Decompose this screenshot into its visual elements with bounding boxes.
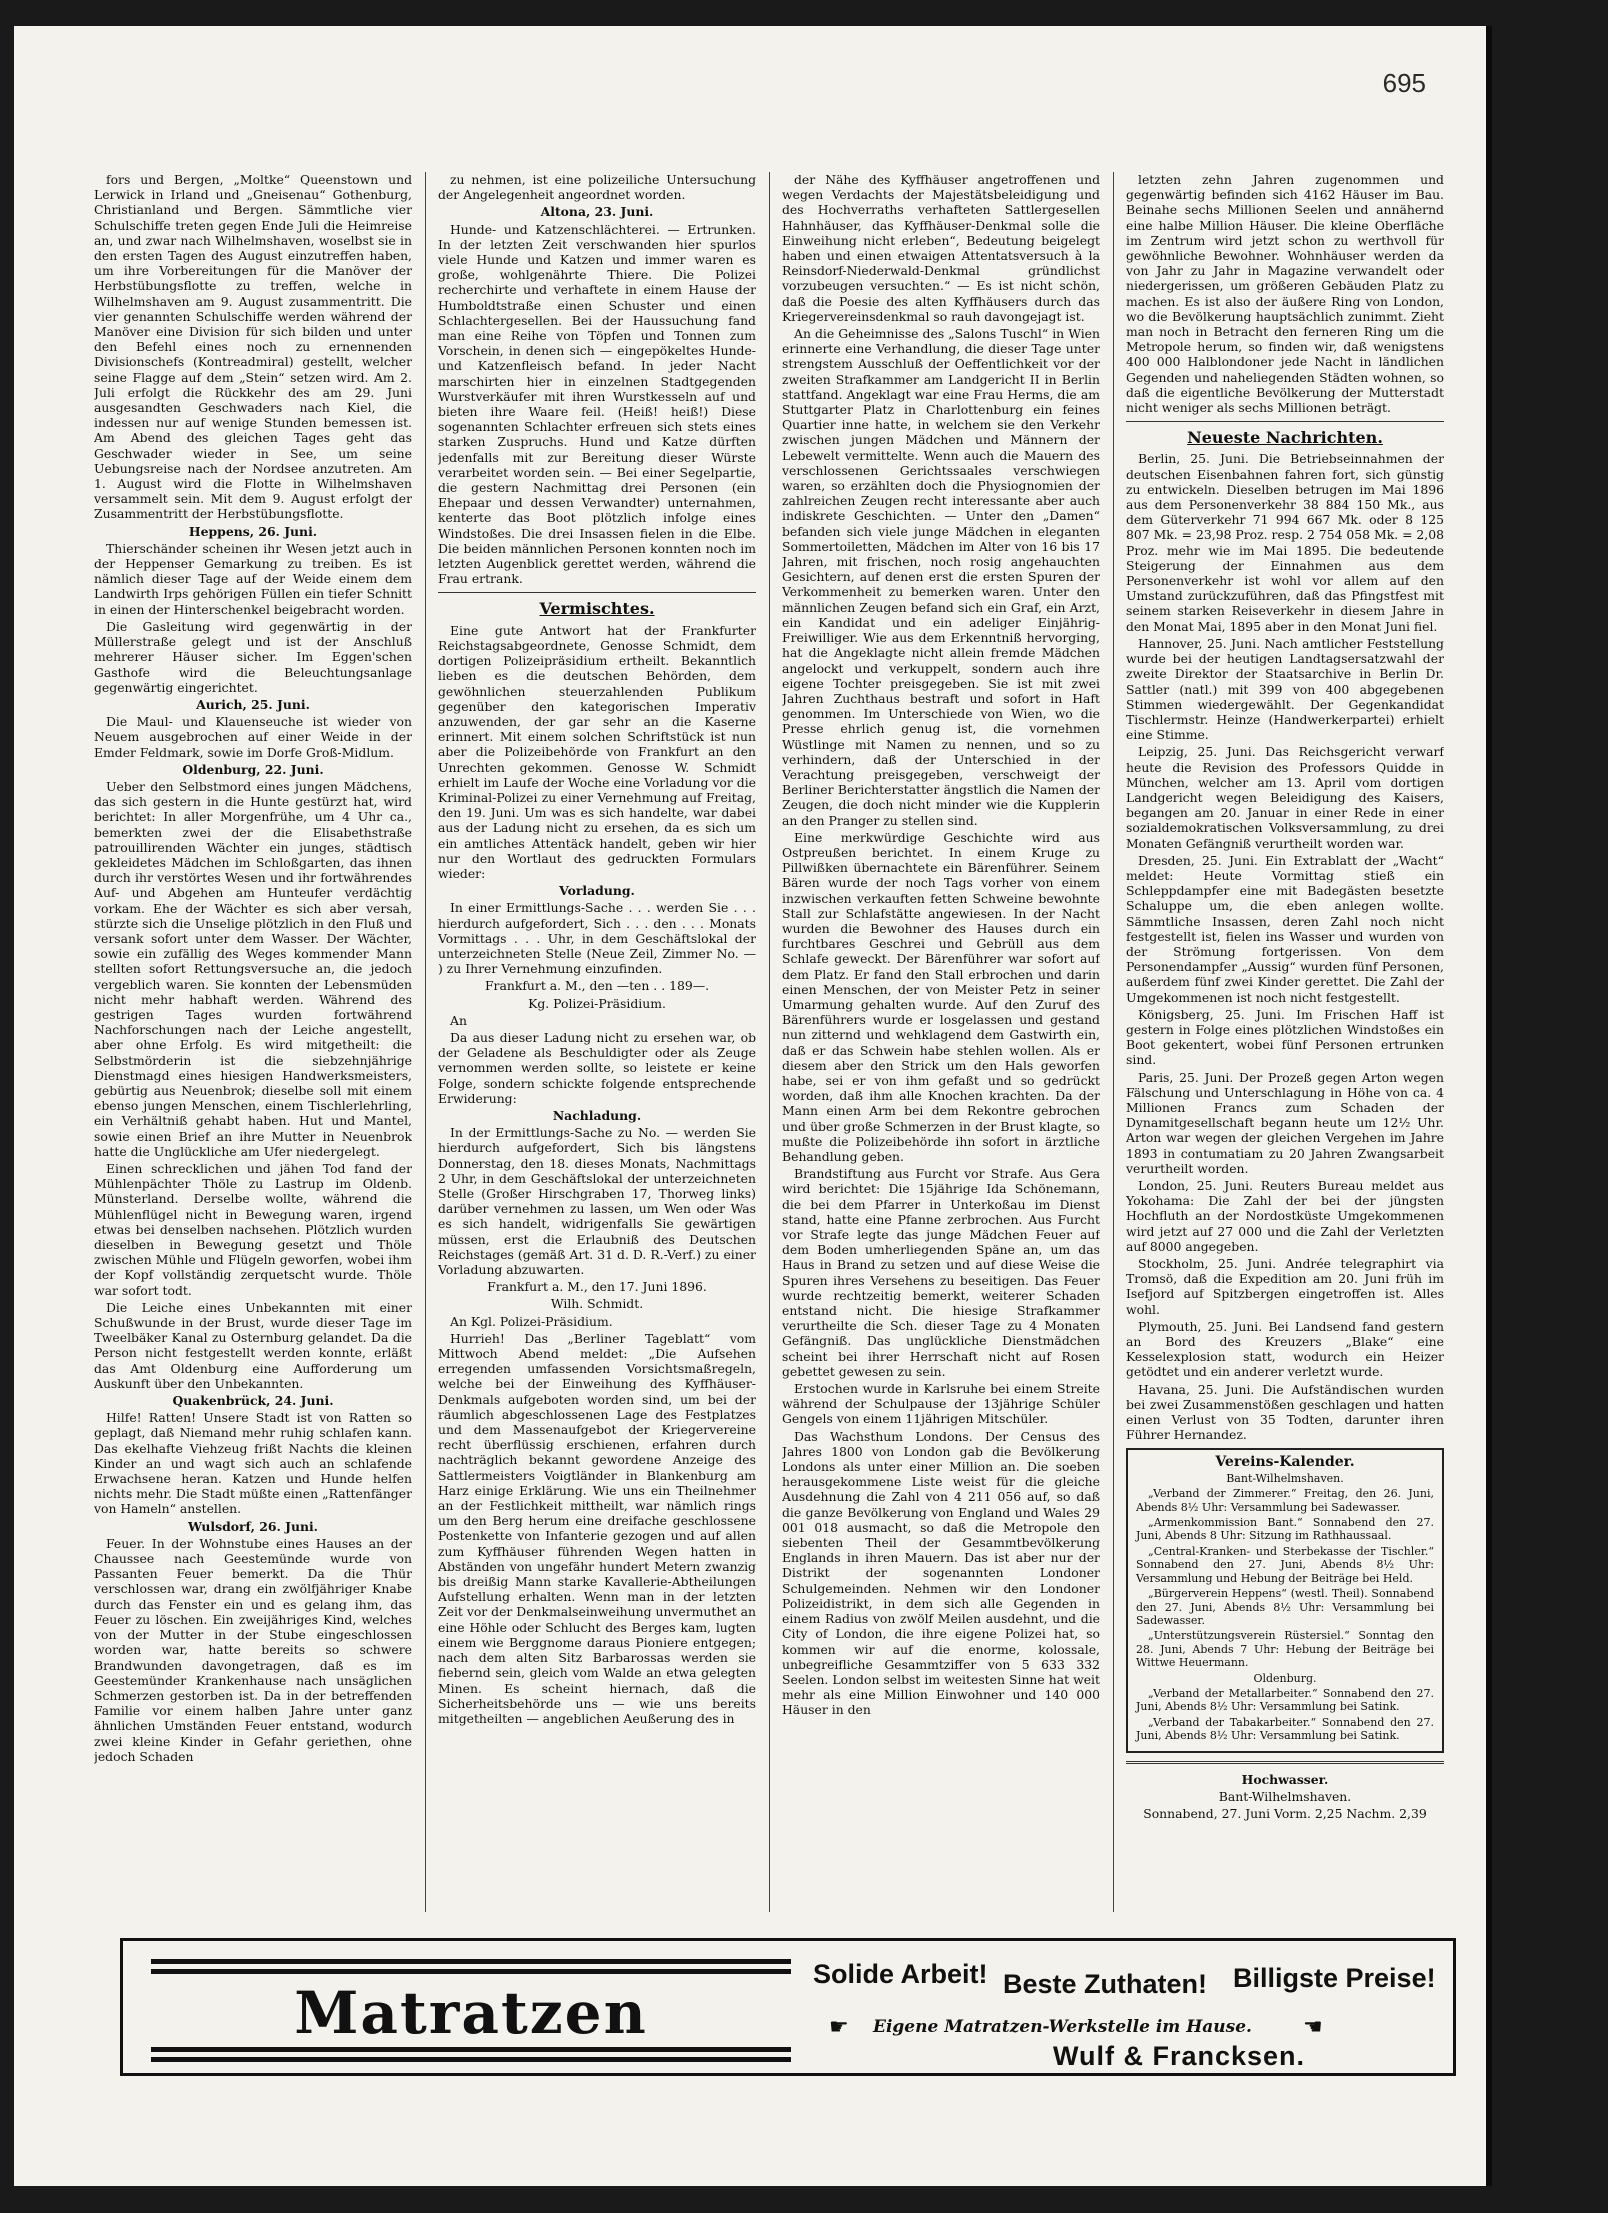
article-columns	[94, 172, 1454, 1912]
form-title: Nachladung.	[552, 1107, 642, 1123]
ad-slogan: Billigste Preise!	[1233, 1963, 1436, 1993]
newspaper-page	[14, 26, 1492, 2186]
ad-rule	[151, 2047, 791, 2052]
article-text: letzten zehn Jahren zugenommen und gegenwärtig befinden sich 4162 Häuser im Bau. Beinahe sechs Millionen Seelen und annähernd eine halbe Million Häuser. Die kleine Oberfläche im Zentrum wird jetzt schon zu werthvoll für gewöhnliche Bewohner. Wohnhäuser werden da von Jahr zu Jahr in Magazine verwandelt oder niedergerissen, um größeren Gebäuden Platz zu machen. Es ist also der äußere Ring von London, wo die Bevölkerung hauptsächlich zunimmt. Zieht man noch in Betracht den ferneren Ring um die Metropole herum, so finden wir, daß wenigstens 400 000 Halblondoner jede Nacht in ländlichen Gegenden und naheliegenden Städten wohnen, so daß die eigentliche Bevölkerung der Mutterstadt nicht weniger als sechs Millionen beträgt.	[1126, 172, 1444, 416]
page-number: 695	[1382, 68, 1426, 98]
tide-place: Bant-Wilhelmshaven.	[1218, 1788, 1352, 1804]
article-text: Die Maul- und Klauenseuche ist wieder von Neuem ausgebrochen auf einer Weide in der Emder Feldmark, sowie im Dorfe Groß-Midlum.	[94, 714, 412, 760]
tide-times: Sonnabend, 27. Juni Vorm. 2,25 Nachm. 2,39	[1143, 1805, 1427, 1821]
article-text: Das Wachsthum Londons. Der Census des Jahres 1800 von London gab die Bevölkerung Londons als unter einer Million an. Die soeben herausgekommene Liste weist für die gleiche Ausdehnung die Zahl von 4 211 056 auf, so daß die ganze Bevölkerung von England und Wales 29 001 018 ausmacht, so daß die Metropole den siebenten Theil der Gesammtbevölkerung Englands in ihren Mauern. Das ist aber nur der Distrikt der sogenannten Londoner Schulgemeinden. Nehmen wir den Londoner Polizeidistrikt, in dem sich alle Gegenden in einem Radius von zwölf Meilen ausdehnt, und die City of London, die ihre eigene Polizei hat, so kommen wir auf die enorme, kolossale, unbegreifliche Gesammtziffer von 5 633 332 Seelen. London selbst im weitesten Sinne hat weit mehr als eine Million Einwohner und 140 000 Häuser in den	[782, 1428, 1100, 1718]
article-text: Einen schrecklichen und jähen Tod fand der Mühlenpächter Thöle zu Lastrup im Oldenb. Münsterland. Derselbe wollte, während die Mühlenflügel nicht in Bewegung waren, irgend etwas bei denselben nachsehen. Plötzlich wurden dieselben in Bewegung gesetzt und Thöle zwischen Mühle und Flügeln geworfen, wobei ihm der Kopf vollständig zerquetscht wurde. Thöle war sofort todt.	[94, 1161, 412, 1298]
mattress-advertisement	[120, 1938, 1456, 2076]
article-text: Hurrieh! Das „Berliner Tageblatt“ vom Mittwoch Abend meldet: „Die Aufsehen erregenden umfassenden Vorsichtsmaßregeln, welche bei der Einweihung des Kyffhäuser-Denkmals aufgeboten worden sind, um bei der räumlich abgeschlossenen Lage des Festplatzes und dem Massenaufgebot der Kriegervereine recht überflüssig erschienen, erfahren durch nachträglich bekannt gewordene Anzeige des Sattlermeisters Voigtländer in Blankenburg am Harz einige Erklärung. Wie uns ein Theilnehmer an der Festlichkeit mittheilt, war nämlich rings um den Berg herum eine dreifache geschlossene Postenkette von Infanterie gezogen und auf allen zum Kyffhäuser führenden Wegen hatten in Abständen von ungefähr hundert Metern zwanzig bis dreißig Mann starke Kavallerie-Abtheilungen Aufstellung erhalten. Wenn man in der letzten Zeit vor der Denkmalseinweihung unvermuthet an eine Höhle oder Schlucht des Berges kam, lugten einem wie Berggnome daraus Pioniere entgegen; nach dem alten Sitz Barbarossas werden sie fiebernd sein, gleich vom Walde an etwa gelegten Minen. Es scheint hiernach, daß die Sicherheitsbehörde uns — wie uns bereits mitgetheilten — angeblichen Aeußerung des in	[438, 1330, 756, 1726]
ad-rule	[151, 2057, 791, 2062]
ad-rule	[151, 1959, 791, 1964]
calendar-place: Oldenburg.	[1253, 1671, 1317, 1685]
form-signature: Wilh. Schmidt.	[550, 1296, 644, 1312]
divider	[1126, 421, 1444, 422]
article-text: Die Leiche eines Unbekannten mit einer Schußwunde in der Brust, wurde dieser Tage im Tweelbäker Kanal zu Osternburg gelandet. Da die Person nicht festgestellt werden konnte, erläßt das Amt Oldenburg eine Aufforderung um Auskunft über den Unbekannten.	[94, 1299, 412, 1391]
article-text: Thierschänder scheinen ihr Wesen jetzt auch in der Heppenser Gemarkung zu treiben. Es ist nämlich dieser Tage auf der Weide einem dem Landwirth Irps gehörigen Füllen ein tiefer Schnitt in einen der Hinterschenkel beigebracht worden.	[94, 540, 412, 617]
ad-rule	[151, 1969, 791, 1974]
section-heading: Neueste Nachrichten.	[1187, 428, 1383, 448]
form-signature: Kg. Polizei-Präsidium.	[528, 995, 666, 1011]
form-text: In einer Ermittlungs-Sache . . . werden Sie . . . hierdurch aufgefordert, Sich . . . den . . . Monats Vormittags . . . Uhr, in dem Geschäftslokal der unterzeichneten Stelle (Neue Zeil, Zimmer No. — ) zu Ihrer Vernehmung einzufinden.	[438, 900, 756, 977]
news-item: Königsberg, 25. Juni. Im Frischen Haff ist gestern in Folge eines plötzlichen Windstoßes ein Boot gekentert, wobei fünf Personen ertrunken sind.	[1126, 1006, 1444, 1068]
calendar-entry: „Verband der Tabakarbeiter.“ Sonnabend den 27. Juni, Abends 8½ Uhr: Versammlung bei Satink.	[1136, 1715, 1434, 1743]
article-text: Ueber den Selbstmord eines jungen Mädchens, das sich gestern in die Hunte gestürzt hat, wird berichtet: In aller Morgenfrühe, um 4 Uhr ca., bemerkten zwei der die Elisabethstraße patrouillirenden Wächter ein junges, städtisch gekleidetes Mädchen im Schloßgarten, das ihnen durch ihr verstörtes Wesen und ihr fortwährendes Auf- und Abgehen am Hunteufer verdächtig vorkam. Ehe der Wächter es sich aber versah, stürzte sich die Unselige plötzlich in den Fluß und versank sofort unter dem Wasser. Der Wächter, sowie ein zufällig des Weges kommender Mann stellten sofort Rettungsversuche an, die jedoch vergeblich waren. Sie konnten der Lebensmüden nicht mehr habhaft werden. Während des gestrigen Tages wurden fortwährend Nachforschungen nach der Leiche angestellt, aber ohne Erfolg. Es wird mitgetheilt: die Selbstmörderin ist die siebzehnjährige Dienstmagd eines hiesigen Handwerksmeisters, gebürtig aus Neuenbrok; dieselbe soll mit einem ebenso jungen Menschen, einem Tischlerlehrling, ein Verhältniß gehabt haben. Hut und Mantel, sowie einen Brief an ihre Mutter in Neuenbrok hatte die Unglückliche am Ufer niedergelegt.	[94, 778, 412, 1159]
column-3	[782, 172, 1100, 1912]
news-item: London, 25. Juni. Reuters Bureau meldet aus Yokohama: Die Zahl der bei der jüngsten Hochfluth an der Nordostküste Umgekommenen wird jetzt auf 27 000 und die Zahl der Verletzten auf 8000 angegeben.	[1126, 1178, 1444, 1254]
calendar-place: Bant-Wilhelmshaven.	[1226, 1471, 1344, 1485]
dateline: Aurich, 25. Juni.	[196, 696, 310, 712]
ad-slogan: Solide Arbeit!	[813, 1959, 988, 1989]
column-4	[1126, 172, 1444, 1912]
section-heading: Vermischtes.	[539, 599, 655, 619]
club-calendar	[1126, 1448, 1444, 1752]
column-rule	[1113, 172, 1114, 1912]
article-text: Die Gasleitung wird gegenwärtig in der Müllerstraße gelegt und ist der Anschluß mehrerer Häuser sicher. Im Eggen'schen Gasthofe wird die Beleuchtungsanlage gegenwärtig eingerichtet.	[94, 618, 412, 695]
news-item: Berlin, 25. Juni. Die Betriebseinnahmen der deutschen Eisenbahnen fahren fort, sich günstig zu entwickeln. Dieselben betrugen im Mai 1896 aus dem Personenverkehr 38 884 150 Mk., aus dem Güterverkehr 71 994 667 Mk. oder 8 125 807 Mk. = 23,98 Proz. resp. 2 754 058 Mk. = 2,08 Proz. mehr wie im Mai 1895. Die bedeutende Steigerung der Einnahmen aus dem Personenverkehr ist wohl vor allem auf den Umstand zurückzuführen, daß das Pfingstfest mit seinem starken Reiseverkehr in diesem Jahre in den Monat Mai, 1895 aber in den Monat Juni fiel.	[1126, 451, 1444, 634]
article-text: der Nähe des Kyffhäuser angetroffenen und wegen Verdachts der Majestätsbeleidigung und des Hochverraths verhafteten Sattlergesellen Hahnhäuser, das Kyffhäuser-Denkmal solle die Einweihung nicht erleben“, Bedeutung beigelegt haben und einen etwaigen Attentatsversuch à la Reinsdorf-Niederwald-Denkmal gründlichst vorzubeugen versuchten.“ — Es ist nicht schön, daß die Poesie des alten Kyffhäusers durch das Kriegervereinsdenkmal so rauh davongejagt ist.	[782, 172, 1100, 324]
column-2	[438, 172, 756, 1912]
news-item: Paris, 25. Juni. Der Prozeß gegen Arton wegen Fälschung und Unterschlagung in Höhe von ca. 4 Millionen Francs zum Schaden der Dynamitgesellschaft begann heute um 12½ Uhr. Arton war wegen der gleichen Vergehen im Jahre 1893 in contumatiam zu 20 Jahren Zwangsarbeit verurtheilt worden.	[1126, 1069, 1444, 1176]
dateline: Oldenburg, 22. Juni.	[182, 761, 324, 777]
pointing-hand-icon: ☛	[829, 2015, 849, 2040]
ad-firm-name: Wulf & Francksen.	[1053, 2041, 1306, 2071]
column-1	[94, 172, 412, 1912]
column-rule	[425, 172, 426, 1912]
dateline: Wulsdorf, 26. Juni.	[187, 1518, 319, 1534]
calendar-entry: „Verband der Zimmerer.“ Freitag, den 26. Juni, Abends 8½ Uhr: Versammlung bei Sadewasser.	[1136, 1487, 1434, 1514]
ad-slogan: Beste Zuthaten!	[1003, 1969, 1208, 1999]
dateline: Altona, 23. Juni.	[540, 204, 654, 220]
article-text: Feuer. In der Wohnstube eines Hauses an der Chaussee nach Geestemünde wurde von Passanten Feuer bemerkt. Da die Thür verschlossen war, drang ein zwölfjähriger Knabe durch das Fenster ein und es gelang ihm, das Feuer zu löschen. Ein zweijähriges Kind, welches von der Mutter in der Stube eingeschlossen worden war, hatte bereits so schwere Brandwunden davongetragen, daß es im Geestemünder Krankenhause nach unsäglichen Schmerzen gestorben ist. Da in der betreffenden Familie vor einem halben Jahre unter ganz ähnlichen Umständen Feuer entstand, wodurch zwei kleine Kinder in Gefahr geriethen, ohne jedoch Schaden	[94, 1535, 412, 1764]
ad-title: Matratzen	[294, 1979, 648, 2047]
dateline: Quakenbrück, 24. Juni.	[172, 1393, 334, 1409]
news-item: Havana, 25. Juni. Die Aufständischen wurden bei zwei Zusammenstößen geschlagen und hatten einen Verlust von 35 Todten, darunter ihren Führer Hernandez.	[1126, 1381, 1444, 1443]
divider	[1126, 1761, 1444, 1764]
column-rule	[769, 172, 770, 1912]
news-item: Leipzig, 25. Juni. Das Reichsgericht verwarf heute die Revision des Professors Quidde in München, welcher am 13. April vom dortigen Landgericht wegen Beleidigung des Kaisers, begangen am 20. Januar in einer Rede in einer sozialdemokratischen Volksversammlung, zu drei Monaten Gefängniß verurtheilt worden war.	[1126, 744, 1444, 851]
form-signature: Frankfurt a. M., den 17. Juni 1896.	[487, 1279, 707, 1295]
calendar-entry: „Bürgerverein Heppens“ (westl. Theil). Sonnabend den 27. Juni, Abends 8½ Uhr: Versammlung bei Sadewasser.	[1136, 1587, 1434, 1627]
article-text: zu nehmen, ist eine polizeiliche Untersuchung der Angelegenheit angeordnet worden.	[438, 172, 756, 203]
calendar-entry: „Unterstützungsverein Rüstersiel.“ Sonntag den 28. Juni, Abends 7 Uhr: Hebung der Beiträge bei Wittwe Heuermann.	[1136, 1629, 1434, 1670]
article-text: Hilfe! Ratten! Unsere Stadt ist von Ratten so geplagt, daß Niemand mehr ruhig schlafen kann. Das ekelhafte Viehzeug frißt Nachts die kleinen Kinder an und wagt sich auch an schlafende Erwachsene heran. Katzen und Hunde helfen nichts mehr. Die Stadt müßte einen „Rattenfänger von Hameln“ anstellen.	[94, 1410, 412, 1517]
calendar-title: Vereins-Kalender.	[1215, 1454, 1355, 1471]
article-text: Eine gute Antwort hat der Frankfurter Reichstagsabgeordnete, Genosse Schmidt, dem dortigen Polizeipräsidium ertheilt. Bekanntlich lieben es die deutschen Behörden, dem gewöhnlichen steuerzahlenden Publikum gegenüber den kategorischen Imperativ anzuwenden, der gar sehr an die Kaserne erinnert. Mit einem solchen Schriftstück ist nun aber die Polizeibehörde von Frankfurt an den Unrechten gekommen. Genosse W. Schmidt erhielt im Laufe der Woche eine Vorladung vor die Kriminal-Polizei zu einer Vernehmung auf Freitag, den 19. Juni. Um was es sich handelte, war dabei aus der Ladung nicht zu ersehen, da es sich um ein amtliches Attentäck handelt, geben wir hier nur den Wortlaut des gedruckten Formulars wieder:	[438, 622, 756, 881]
article-text: Eine merkwürdige Geschichte wird aus Ostpreußen berichtet. In einem Kruge zu Pillwißken übernachtete ein Bärenführer. Seinem Bären wurde der noch Tags vorher von einem inzwischen verkauften fetten Schweine bewohnte Stall zur Schlafstätte angewiesen. In der Nacht wurden die Bewohner des Hauses durch ein furchtbares Geschrei und Gebrüll aus dem Schlafe geweckt. Der Bärenführer war sofort auf dem Platz. Er fand den Stall erbrochen und darin einen Menschen, der von Meister Petz in seiner Umarmung gehalten wurde. Auf den Zuruf des Bärenführers wurde er losgelassen und gestand nun zitternd und wehklagend dem Gastwirth ein, daß er das Schwein habe stehlen wollen. Als er diesem aber den Strick um den Hals geworfen habe, sei er von ihm gefaßt und so gedrückt worden, daß ihm alle Knochen krachten. Da der Mann einen Arm bei dem Rekontre gebrochen und über große Schmerzen in der Brust klagte, so mußte die Polizeibehörde ihn sofort in ärztliche Behandlung geben.	[782, 829, 1100, 1164]
article-text: Hunde- und Katzenschlächterei. — Ertrunken. In der letzten Zeit verschwanden hier spurlos viele Hunde und Katzen und immer waren es große, wohlgenährte Thiere. Die Polizei recherchirte und verhaftete in einem Hause der Humboldtstraße einen Schuster und einen Schlachtergesellen. Bei der Haussuchung fand man eine Reihe von Töpfen und Tonnen zum Vorschein, in denen sich — eingepökeltes Hunde- und Katzenfleisch befand. In jeder Nacht marschirten hier in einzelnen Stadtgegenden Wurstverkäufer mit ihren Wurstkesseln auf und bieten ihre Waare feil. (Heiß! heiß!) Diese sogenannten Schlachter erfreuen sich stets eines starken Zuspruchs. Hund und Katze dürften jedenfalls mit zur Bereitung dieser Würste verarbeitet worden sein. — Bei einer Segelpartie, die gestern Nachmittag drei Personen (ein Ehepaar und dessen Verwandter) unternahmen, kenterte das Boot plötzlich infolge eines Windstoßes. Die drei Insassen fielen in die Elbe. Die beiden männlichen Personen konnten noch im letzten Augenblick gerettet werden, während die Frau ertrank.	[438, 221, 756, 587]
form-address: An	[450, 1012, 467, 1028]
calendar-entry: „Armenkommission Bant.“ Sonnabend den 27. Juni, Abends 8 Uhr: Sitzung im Rathhaussaal.	[1136, 1516, 1434, 1543]
tide-title: Hochwasser.	[1241, 1771, 1329, 1787]
form-title: Vorladung.	[559, 883, 635, 899]
form-text: In der Ermittlungs-Sache zu No. — werden Sie hierdurch aufgefordert, Sich bis längstens Donnerstag, den 18. dieses Monats, Nachmittags 2 Uhr, in dem Geschäftslokal der unterzeichneten Stelle (Großer Hirschgraben 17, Thorweg links) darüber vernehmen zu lassen, um Wen oder Was es sich handelt, widrigenfalls Sie gewärtigen müssen, erst die Erlaubniß des Deutschen Reichstages (gemäß Art. 31 d. D. R.-Verf.) zu einer Vorladung abzuwarten.	[438, 1125, 756, 1278]
article-text: Erstochen wurde in Karlsruhe bei einem Streite während der Schulpause der 13jährige Schüler Gengels von einem 11jährigen Mitschüler.	[782, 1381, 1100, 1427]
article-text: Da aus dieser Ladung nicht zu ersehen war, ob der Geladene als Beschuldigter oder als Zeuge vernommen werden sollte, so leistete er keine Folge, sondern schickte folgende entsprechende Erwiderung:	[438, 1029, 756, 1106]
news-item: Dresden, 25. Juni. Ein Extrablatt der „Wacht“ meldet: Heute Vormittag stieß ein Schleppdampfer eine mit Badegästen besetzte Schaluppe um, die eben anlegen wollte. Sämmtliche Insassen, deren Zahl noch nicht festgestellt ist, fielen ins Wasser und wurden von der Strömung fortgerissen. Von dem Personendampfer „Aussig“ wurden fünf Personen, außerdem fünf zwei Kinder gerettet. Die Zahl der Umgekommenen ist noch nicht festgestellt.	[1126, 852, 1444, 1005]
news-item: Plymouth, 25. Juni. Bei Landsend fand gestern an Bord des Kreuzers „Blake“ eine Kesselexplosion statt, wodurch ein Heizer getödtet und ein anderer verletzt wurde.	[1126, 1318, 1444, 1380]
calendar-entry: „Verband der Metallarbeiter.“ Sonnabend den 27. Juni, Abends 8½ Uhr: Versammlung bei Satink.	[1136, 1686, 1434, 1714]
pointing-hand-icon: ☛	[1303, 2015, 1323, 2040]
form-address: An Kgl. Polizei-Präsidium.	[450, 1313, 613, 1329]
news-item: Hannover, 25. Juni. Nach amtlicher Feststellung wurde bei der heutigen Landtagsersatzwahl der zweite Direktor der Staatsarchive in Berlin Dr. Sattler (natl.) mit 399 von 400 abgegebenen Stimmen wiedergewählt. Der Gegenkandidat Tischlermstr. Heinze (Handwerkerpartei) erhielt eine Stimme.	[1126, 635, 1444, 743]
article-text: Brandstiftung aus Furcht vor Strafe. Aus Gera wird berichtet: Die 15jährige Ida Schönemann, die bei dem Pfarrer in Unterkoßau im Dienst stand, hatte eine Pfanne zerbrochen. Aus Furcht vor Strafe legte das junge Mädchen Feuer auf dem Boden umherliegenden Späne an, um das Haus in Brand zu setzen und auf diese Weise die Spuren ihres Versehens zu beseitigen. Das Feuer wurde rechtzeitig bemerkt, weiterer Schaden entstand nicht. Die hiesige Strafkammer verurtheilte die Sch. dieser Tage zu 4 Monaten Gefängniß. Das unglückliche Dienstmädchen scheint bei ihrer Herrschaft nicht auf Rosen gebettet gewesen zu sein.	[782, 1166, 1100, 1379]
calendar-entry: „Central-Kranken- und Sterbekasse der Tischler.“ Sonnabend den 27. Juni, Abends 8½ Uhr: Versammlung und Hebung der Beiträge bei Held.	[1136, 1544, 1434, 1585]
divider	[438, 592, 756, 593]
ad-title-block	[151, 1955, 791, 2063]
dateline: Heppens, 26. Juni.	[188, 523, 318, 539]
ad-subline: Eigene Matratzen-Werkstelle im Hause.	[873, 2017, 1252, 2037]
form-signature: Frankfurt a. M., den —ten . . 189—.	[484, 978, 710, 994]
article-text: fors und Bergen, „Moltke“ Queenstown und Lerwick in Irland und „Gneisenau“ Gothenburg, Christianland und Bergen. Sämmtliche vier Schulschiffe treten gegen Ende Juli die Heimreise an, und zwar nach Wilhelmshaven, woselbst sie in den ersten Tagen des August einzutreffen haben, um ihre Vorbereitungen für die Manöver der Herbstübungsflotte zu treffen, welche in Wilhelmshaven am 9. August zusammentritt. Die vier genannten Schulschiffe werden während der Manöver eine Division für sich bilden und unter den Befehl eines noch zu ernennenden Divisionschefs (Kontreadmiral) gestellt, welcher seine Flagge auf dem „Stein“ setzen wird. Am 2. Juli erfolgt die Rückkehr des am 29. Juni ausgesandten Geschwaders nach Kiel, die indessen nur auf wenige Stunden bemessen ist. Am Abend des gleichen Tages geht das Geschwader wieder in See, um seine Uebungsreise nach der Nordsee anzutreten. Am 1. August wird die Flotte in Wilhelmshaven versammelt sein. Mit dem 9. August erfolgt der Zusammentritt der Herbstübungsflotte.	[94, 172, 412, 522]
article-text: An die Geheimnisse des „Salons Tuschl“ in Wien erinnerte eine Verhandlung, die dieser Tage unter strengstem Ausschluß der Oeffentlichkeit vor der zweiten Strafkammer am Landgericht II in Berlin stattfand. Angeklagt war eine Frau Herms, die am Stuttgarter Platz in Charlottenburg ein feines Quartier inne hatte, in welchem sie den Verkehr zwischen jungen Mädchen und Männern der Lebewelt vermittelte. Wenn auch die Mauern des verschlossenen Gerichtssaales verschwiegen waren, so erzählten doch die Physiognomien der zahlreichen Zeugen recht interessante aber auch indiskrete Geschichten. — Unter den „Damen“ befanden sich viele junge Mädchen in eleganten Sommertoiletten, Mädchen im Alter von 16 bis 17 Jahren, mit frischen, noch rosig angehauchten Gesichtern, auf denen erst die ersten Spuren der Verkommenheit zu bemerken waren. Unter den männlichen Zeugen befand sich ein Graf, ein Arzt, ein Kandidat und ein adeliger Einjährig-Freiwilliger. Wie aus dem Erkenntniß hervorging, hat die Angeklagte nicht allein fremde Mädchen angelockt und verkuppelt, sondern auch ihre eigene Tochter preisgegeben. Sie ist mit zwei Jahren Zuchthaus bestraft und sofort in Haft genommen. Im Unterschiede von Wien, wo die Presse ehrlich genug ist, die vornehmen Wüstlinge mit Namen zu nennen, und so zu verhindern, daß der Unterschied in der Verachtung preisgegeben, verschweigt der Berliner Berichterstatter ängstlich die Namen der Zeugen, die doch nicht minder wie die Kupplerin an den Pranger zu stellen sind.	[782, 326, 1100, 828]
news-item: Stockholm, 25. Juni. Andrée telegraphirt via Tromsö, daß die Expedition am 20. Juni früh im Isefjord auf Spitzbergen eingetroffen ist. Alles wohl.	[1126, 1256, 1444, 1317]
